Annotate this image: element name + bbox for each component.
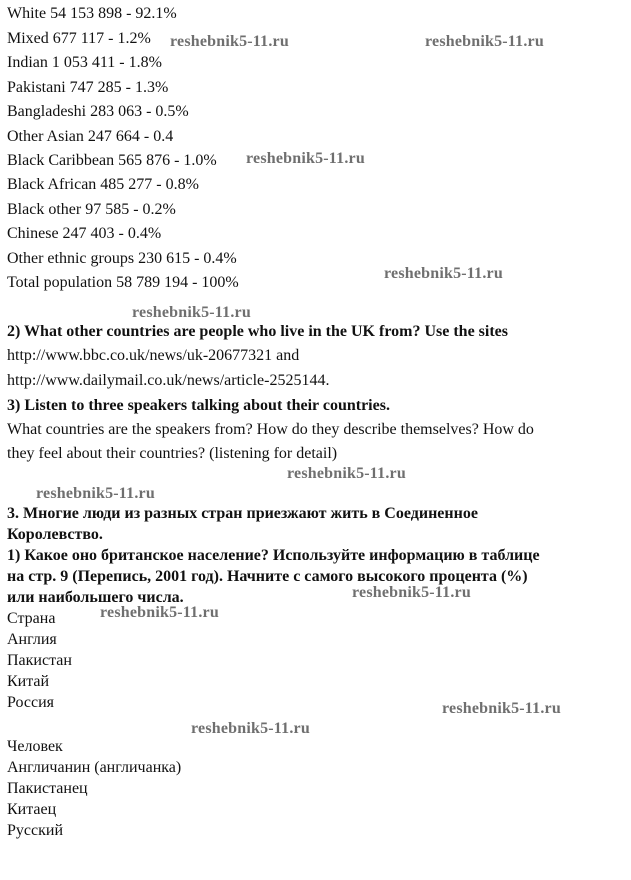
- watermark: reshebnik5-11.ru: [191, 720, 310, 737]
- population-item: Other Asian 247 664 - 0.4: [7, 128, 174, 145]
- section-3-heading: 3. Многие люди из разных стран приезжают жить в Соединенное: [7, 505, 478, 522]
- population-item: Other ethnic groups 230 615 - 0.4%: [7, 250, 237, 267]
- dailymail-link[interactable]: http://www.dailymail.co.uk/news/article-2525144.: [7, 372, 330, 389]
- country-item: Китай: [7, 673, 50, 690]
- country-item: Пакистан: [7, 652, 72, 669]
- population-item: Indian 1 053 411 - 1.8%: [7, 54, 162, 71]
- population-item: Pakistani 747 285 - 1.3%: [7, 79, 169, 96]
- watermark: reshebnik5-11.ru: [287, 465, 406, 482]
- watermark: reshebnik5-11.ru: [352, 584, 471, 601]
- watermark: reshebnik5-11.ru: [170, 33, 289, 50]
- bbc-link[interactable]: http://www.bbc.co.uk/news/uk-20677321 and: [7, 347, 300, 364]
- question-3-heading: 3) Listen to three speakers talking about their countries.: [7, 397, 390, 414]
- watermark: reshebnik5-11.ru: [36, 485, 155, 502]
- population-item: White 54 153 898 - 92.1%: [7, 5, 177, 22]
- person-item: Китаец: [7, 801, 57, 818]
- population-item: Black other 97 585 - 0.2%: [7, 201, 176, 218]
- watermark: reshebnik5-11.ru: [246, 150, 365, 167]
- population-item: Bangladeshi 283 063 - 0.5%: [7, 103, 189, 120]
- question-2-heading: 2) What other countries are people who live in the UK from? Use the sites: [7, 323, 508, 340]
- person-item: Русский: [7, 822, 63, 839]
- population-total: Total population 58 789 194 - 100%: [7, 274, 239, 291]
- watermark: reshebnik5-11.ru: [425, 33, 544, 50]
- watermark: reshebnik5-11.ru: [132, 304, 251, 321]
- country-item: Россия: [7, 694, 55, 711]
- person-item: Англичанин (англичанка): [7, 759, 182, 776]
- population-item: Black African 485 277 - 0.8%: [7, 176, 199, 193]
- watermark: reshebnik5-11.ru: [442, 700, 561, 717]
- section-3-task: 1) Какое оно британское население? Используйте информацию в таблице: [7, 547, 540, 564]
- section-3-task: или наибольшего числа.: [7, 589, 184, 606]
- person-item: Пакистанец: [7, 780, 88, 797]
- watermark: reshebnik5-11.ru: [100, 604, 219, 621]
- question-3-text: they feel about their countries? (listening for detail): [7, 445, 338, 462]
- section-3-task: на стр. 9 (Перепись, 2001 год). Начните с самого высокого процента (%): [7, 568, 528, 585]
- countries-header: Страна: [7, 610, 56, 627]
- population-item: Mixed 677 117 - 1.2%: [7, 30, 151, 47]
- section-3-heading: Королевство.: [7, 526, 103, 543]
- population-item: Black Caribbean 565 876 - 1.0%: [7, 152, 217, 169]
- people-header: Человек: [7, 738, 63, 755]
- watermark: reshebnik5-11.ru: [384, 265, 503, 282]
- question-3-text: What countries are the speakers from? How do they describe themselves? How do: [7, 421, 534, 438]
- country-item: Англия: [7, 631, 57, 648]
- population-item: Chinese 247 403 - 0.4%: [7, 225, 162, 242]
